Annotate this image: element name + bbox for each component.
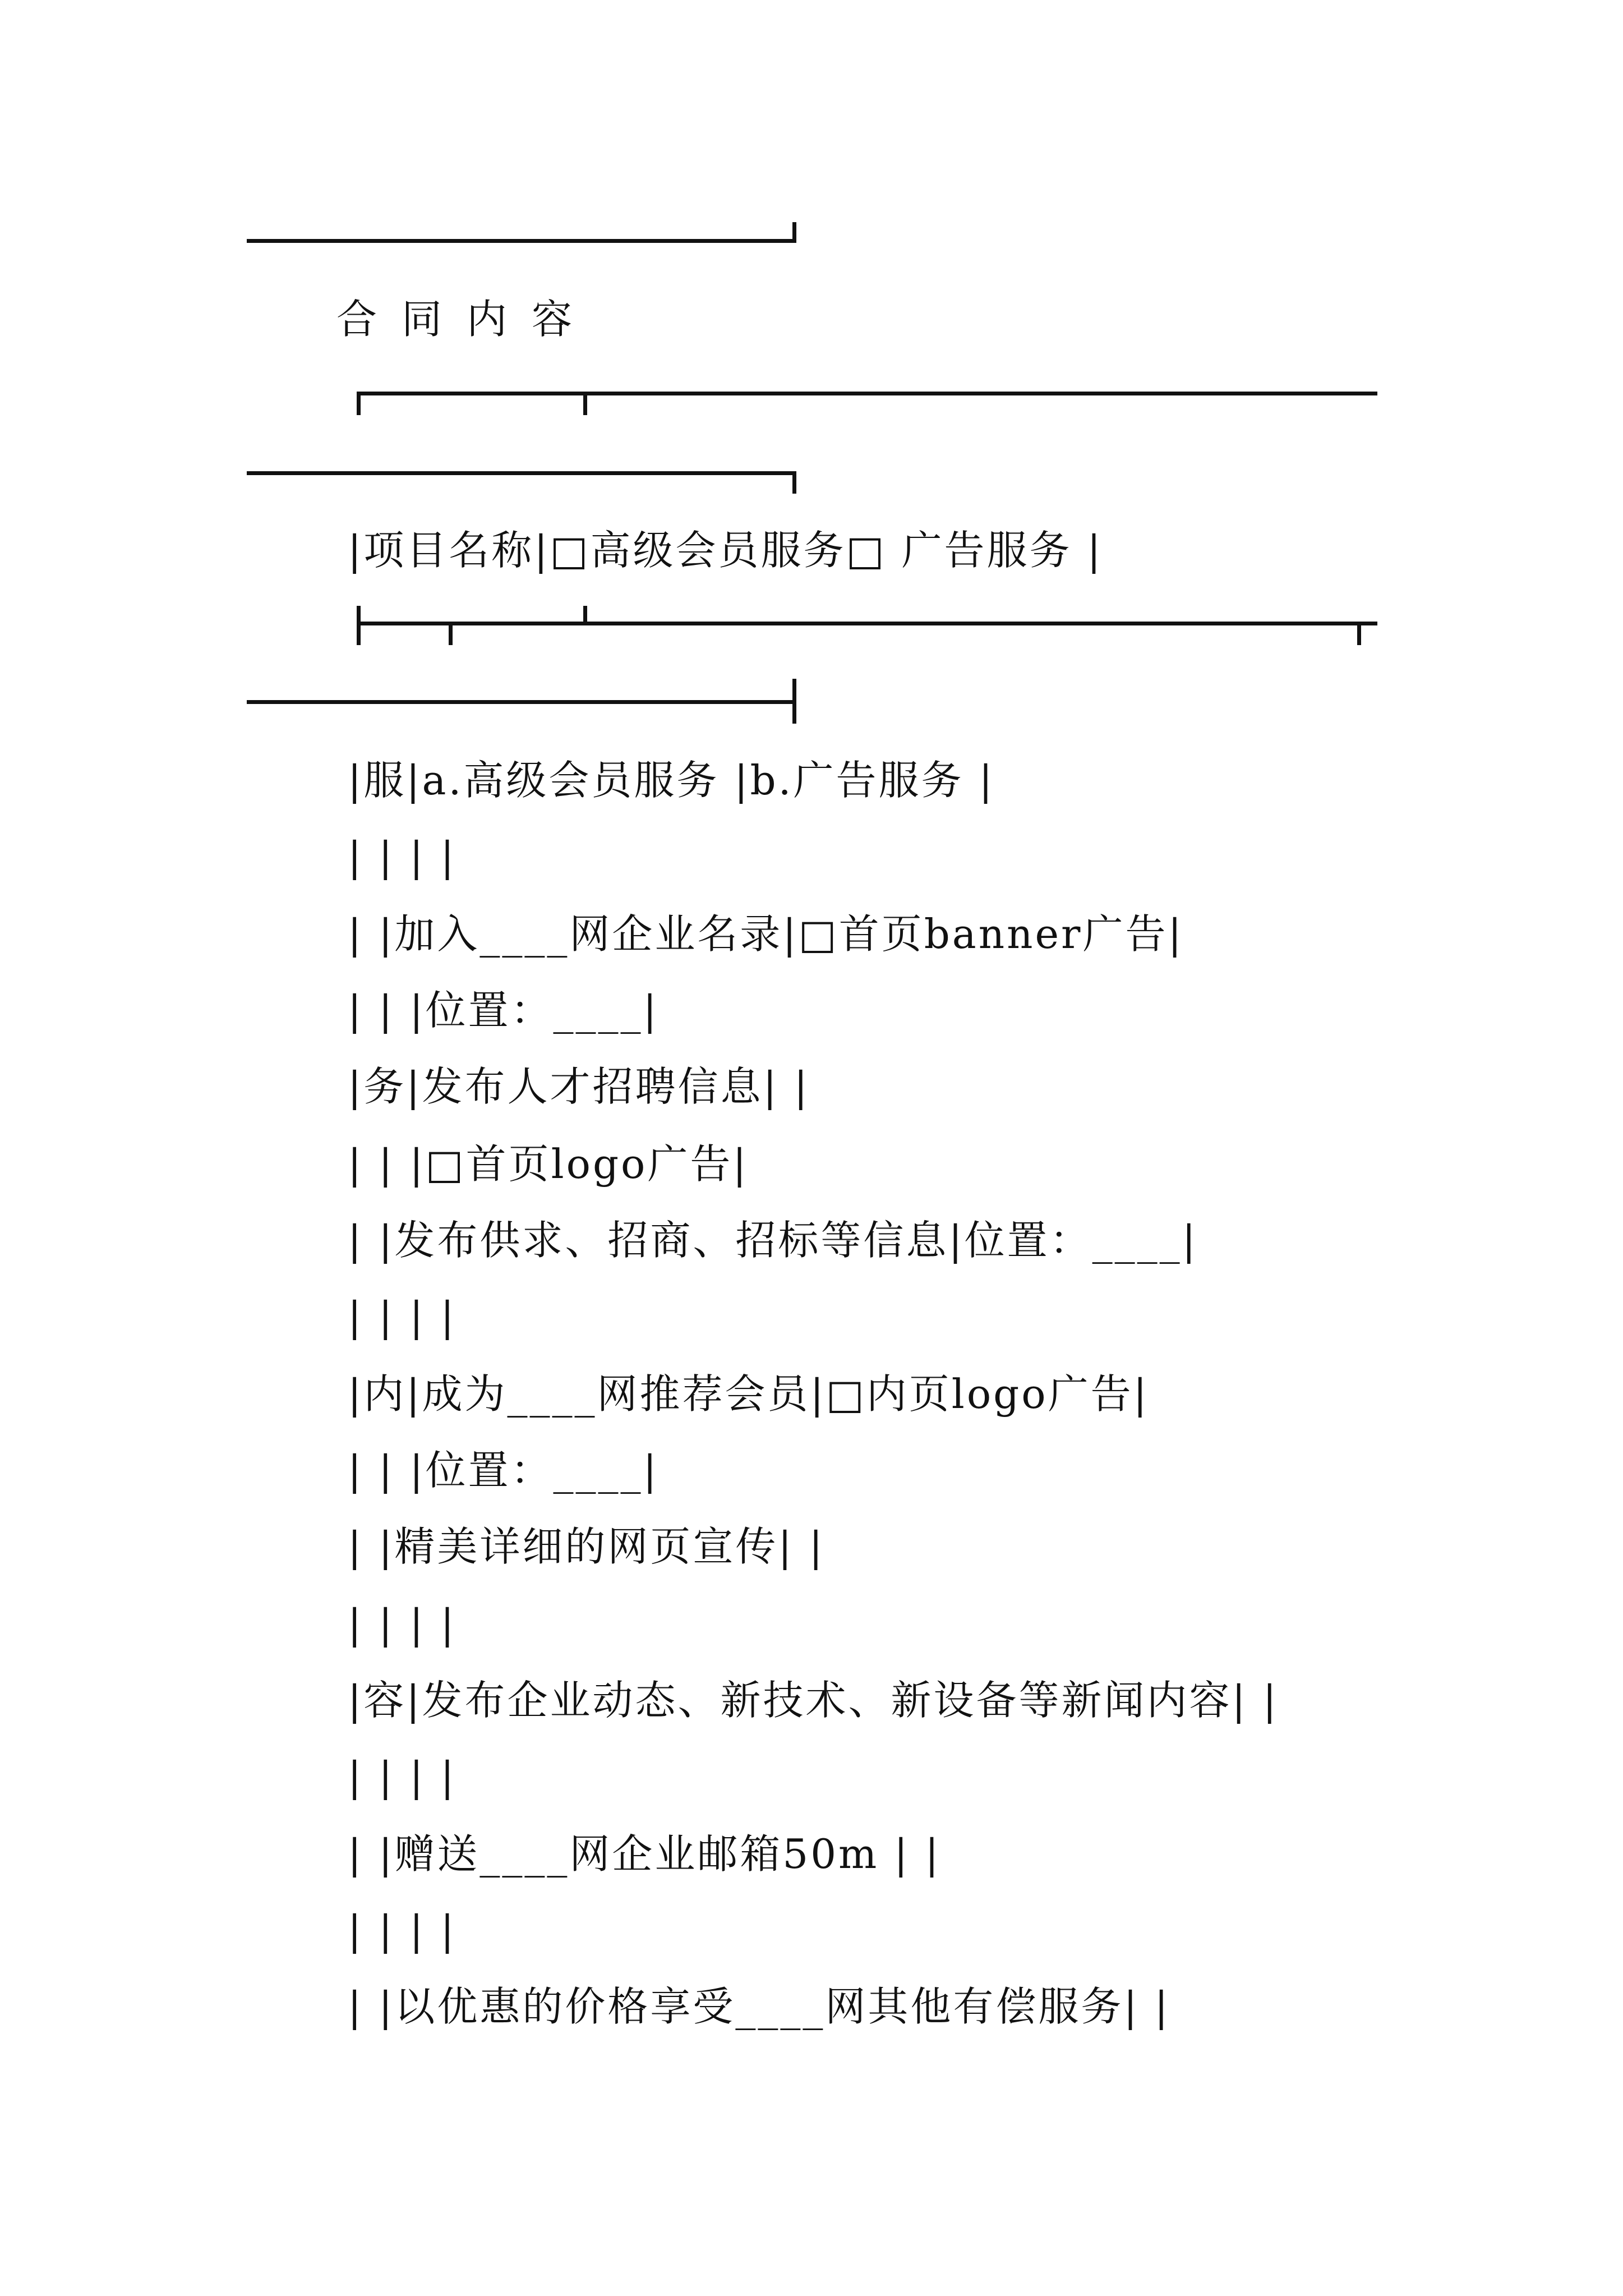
table-border-tick: [583, 392, 587, 415]
table-border-tick: [357, 606, 361, 645]
table-row: | |精美详细的网页宣传| |: [348, 1523, 825, 1570]
table-row: | | | |: [348, 1600, 457, 1648]
table-row: | |加入____网企业名录|□首页banner广告|: [348, 910, 1184, 958]
table-border-continued: [247, 471, 796, 475]
table-row: | | |位置：____|: [348, 1447, 659, 1494]
table-border-tick: [583, 606, 587, 625]
table-row: |服|a.高级会员服务 |b.广告服务 |: [348, 757, 995, 804]
table-border-tick: [449, 622, 453, 645]
table-row: | | |位置：____|: [348, 987, 659, 1034]
table-row: | | | |: [348, 1293, 457, 1340]
table-row: | | | |: [348, 833, 457, 880]
table-row: | |赠送____网企业邮箱50m | |: [348, 1830, 941, 1878]
table-row: |内|成为____网推荐会员|□内页logo广告|: [348, 1370, 1149, 1418]
table-row: | |发布供求、招商、招标等信息|位置：____|: [348, 1217, 1198, 1264]
table-border-tick: [1357, 622, 1361, 645]
table-row: | | | |: [348, 1753, 457, 1800]
table-border-tick: [357, 392, 361, 415]
table-row: | | | |: [348, 1907, 457, 1954]
contract-heading: 合同内容: [336, 296, 597, 343]
table-border-separator: [357, 622, 1377, 625]
table-row: |容|发布企业动态、新技术、新设备等新闻内容| |: [348, 1677, 1279, 1724]
table-row: | |以优惠的价格享受____网其他有偿服务| |: [348, 1983, 1170, 2030]
table-border-top: [247, 239, 796, 243]
table-border-corner: [792, 471, 796, 494]
table-row: | | |□首页logo广告|: [348, 1140, 749, 1188]
table-border-tick: [792, 679, 796, 724]
table-row: |务|发布人才招聘信息| |: [348, 1063, 810, 1110]
table-border-continued: [247, 700, 796, 704]
table-row-project-name: |项目名称|□高级会员服务□ 广告服务 |: [348, 527, 1103, 574]
table-border-row-top: [357, 392, 1377, 395]
table-border-corner: [792, 222, 796, 243]
